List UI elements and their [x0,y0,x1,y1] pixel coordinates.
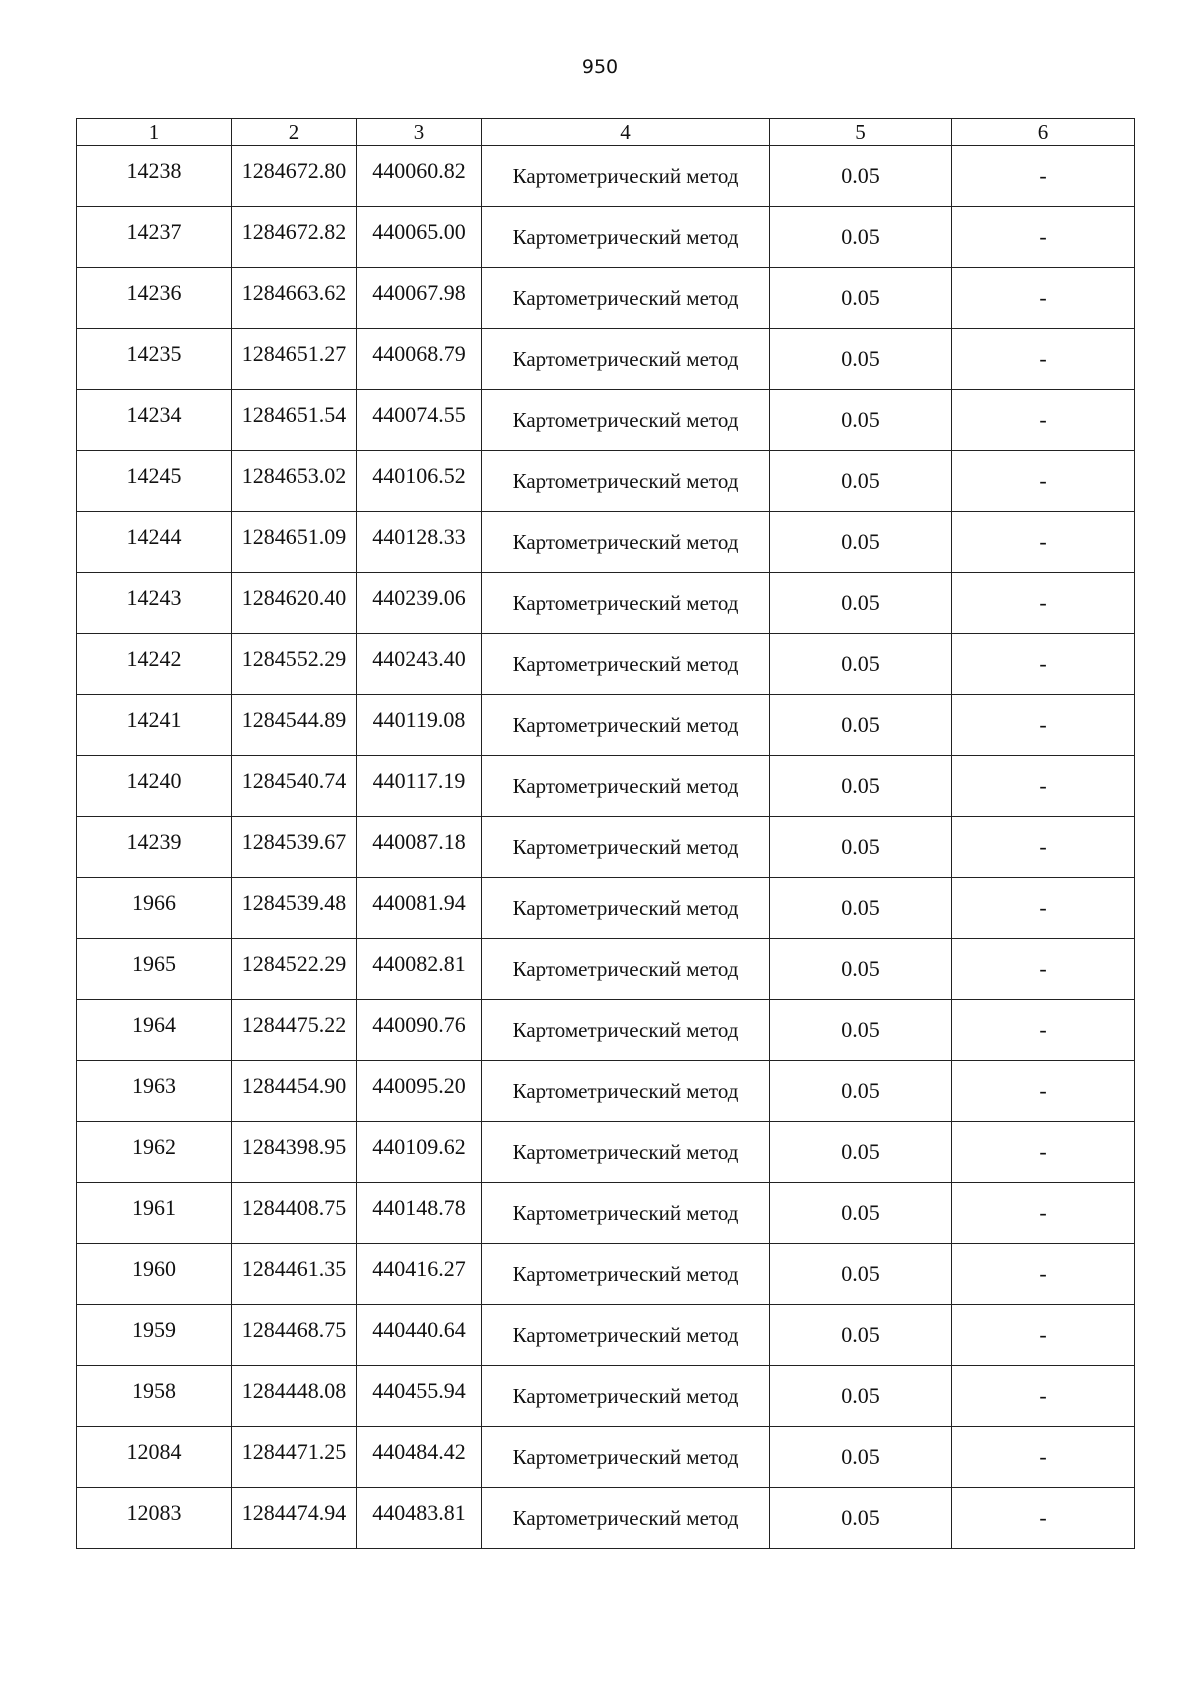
method-cell: Картометрический метод [482,1061,770,1122]
accuracy-cell: 0.05 [770,390,952,451]
note-cell: - [952,573,1135,634]
table-row [77,207,1135,268]
note-cell: - [952,1366,1135,1427]
accuracy-cell: 0.05 [770,1122,952,1183]
accuracy-cell: 0.05 [770,207,952,268]
note-cell: - [952,390,1135,451]
note-cell: - [952,268,1135,329]
table-row [77,1122,1135,1183]
table-row [77,1488,1135,1549]
method-cell: Картометрический метод [482,573,770,634]
point-number-cell: 12084 [77,1427,232,1488]
point-number-cell: 1962 [77,1122,232,1183]
note-cell: - [952,1244,1135,1305]
note-cell: - [952,207,1135,268]
method-cell: Картометрический метод [482,695,770,756]
method-cell: Картометрический метод [482,390,770,451]
point-number-cell: 14242 [77,634,232,695]
x-coordinate-cell: 1284651.27 [232,329,357,390]
point-number-cell: 14240 [77,756,232,817]
table-row [77,329,1135,390]
point-number-cell: 14238 [77,146,232,207]
column-header-1: 1 [77,119,232,146]
accuracy-cell: 0.05 [770,695,952,756]
x-coordinate-cell: 1284539.48 [232,878,357,939]
header-row [77,119,1135,146]
point-number-cell: 14235 [77,329,232,390]
x-coordinate-cell: 1284544.89 [232,695,357,756]
x-coordinate-cell: 1284471.25 [232,1427,357,1488]
y-coordinate-cell: 440484.42 [357,1427,482,1488]
y-coordinate-cell: 440455.94 [357,1366,482,1427]
method-cell: Картометрический метод [482,817,770,878]
x-coordinate-cell: 1284672.80 [232,146,357,207]
y-coordinate-cell: 440239.06 [357,573,482,634]
y-coordinate-cell: 440148.78 [357,1183,482,1244]
note-cell: - [952,1427,1135,1488]
y-coordinate-cell: 440060.82 [357,146,482,207]
table-row [77,1183,1135,1244]
x-coordinate-cell: 1284651.54 [232,390,357,451]
point-number-cell: 14245 [77,451,232,512]
note-cell: - [952,512,1135,573]
point-number-cell: 1959 [77,1305,232,1366]
coordinates-table [76,118,1135,1549]
note-cell: - [952,451,1135,512]
note-cell: - [952,1061,1135,1122]
method-cell: Картометрический метод [482,512,770,573]
point-number-cell: 14243 [77,573,232,634]
column-header-4: 4 [482,119,770,146]
method-cell: Картометрический метод [482,329,770,390]
y-coordinate-cell: 440119.08 [357,695,482,756]
accuracy-cell: 0.05 [770,939,952,1000]
column-header-3: 3 [357,119,482,146]
column-header-6: 6 [952,119,1135,146]
table-row [77,1366,1135,1427]
x-coordinate-cell: 1284475.22 [232,1000,357,1061]
accuracy-cell: 0.05 [770,1244,952,1305]
table-row [77,1000,1135,1061]
y-coordinate-cell: 440090.76 [357,1000,482,1061]
y-coordinate-cell: 440074.55 [357,390,482,451]
y-coordinate-cell: 440067.98 [357,268,482,329]
y-coordinate-cell: 440068.79 [357,329,482,390]
note-cell: - [952,1000,1135,1061]
y-coordinate-cell: 440065.00 [357,207,482,268]
point-number-cell: 14244 [77,512,232,573]
method-cell: Картометрический метод [482,1000,770,1061]
method-cell: Картометрический метод [482,268,770,329]
accuracy-cell: 0.05 [770,878,952,939]
x-coordinate-cell: 1284448.08 [232,1366,357,1427]
method-cell: Картометрический метод [482,756,770,817]
method-cell: Картометрический метод [482,634,770,695]
y-coordinate-cell: 440483.81 [357,1488,482,1549]
accuracy-cell: 0.05 [770,1305,952,1366]
accuracy-cell: 0.05 [770,268,952,329]
note-cell: - [952,939,1135,1000]
point-number-cell: 1958 [77,1366,232,1427]
y-coordinate-cell: 440117.19 [357,756,482,817]
table-row [77,573,1135,634]
accuracy-cell: 0.05 [770,756,952,817]
table-header [77,119,1135,146]
method-cell: Картометрический метод [482,1366,770,1427]
method-cell: Картометрический метод [482,939,770,1000]
y-coordinate-cell: 440082.81 [357,939,482,1000]
x-coordinate-cell: 1284474.94 [232,1488,357,1549]
point-number-cell: 1966 [77,878,232,939]
x-coordinate-cell: 1284408.75 [232,1183,357,1244]
x-coordinate-cell: 1284540.74 [232,756,357,817]
accuracy-cell: 0.05 [770,329,952,390]
table-row [77,146,1135,207]
table-row [77,451,1135,512]
method-cell: Картометрический метод [482,1122,770,1183]
accuracy-cell: 0.05 [770,817,952,878]
accuracy-cell: 0.05 [770,1366,952,1427]
x-coordinate-cell: 1284522.29 [232,939,357,1000]
table-row [77,1244,1135,1305]
method-cell: Картометрический метод [482,1305,770,1366]
method-cell: Картометрический метод [482,1183,770,1244]
column-header-2: 2 [232,119,357,146]
point-number-cell: 1963 [77,1061,232,1122]
method-cell: Картометрический метод [482,1427,770,1488]
column-header-5: 5 [770,119,952,146]
point-number-cell: 14239 [77,817,232,878]
x-coordinate-cell: 1284672.82 [232,207,357,268]
note-cell: - [952,695,1135,756]
note-cell: - [952,1488,1135,1549]
accuracy-cell: 0.05 [770,573,952,634]
table-row [77,878,1135,939]
table-row [77,1427,1135,1488]
accuracy-cell: 0.05 [770,1061,952,1122]
method-cell: Картометрический метод [482,1244,770,1305]
method-cell: Картометрический метод [482,451,770,512]
x-coordinate-cell: 1284620.40 [232,573,357,634]
y-coordinate-cell: 440106.52 [357,451,482,512]
accuracy-cell: 0.05 [770,634,952,695]
note-cell: - [952,146,1135,207]
note-cell: - [952,329,1135,390]
table-row [77,1061,1135,1122]
point-number-cell: 12083 [77,1488,232,1549]
x-coordinate-cell: 1284552.29 [232,634,357,695]
note-cell: - [952,878,1135,939]
point-number-cell: 1961 [77,1183,232,1244]
table-row [77,512,1135,573]
point-number-cell: 14237 [77,207,232,268]
point-number-cell: 14234 [77,390,232,451]
note-cell: - [952,756,1135,817]
y-coordinate-cell: 440440.64 [357,1305,482,1366]
y-coordinate-cell: 440109.62 [357,1122,482,1183]
accuracy-cell: 0.05 [770,512,952,573]
table-row [77,390,1135,451]
point-number-cell: 14241 [77,695,232,756]
x-coordinate-cell: 1284461.35 [232,1244,357,1305]
y-coordinate-cell: 440128.33 [357,512,482,573]
point-number-cell: 1965 [77,939,232,1000]
x-coordinate-cell: 1284468.75 [232,1305,357,1366]
method-cell: Картометрический метод [482,1488,770,1549]
accuracy-cell: 0.05 [770,1000,952,1061]
accuracy-cell: 0.05 [770,1183,952,1244]
table-body [77,146,1135,1549]
y-coordinate-cell: 440416.27 [357,1244,482,1305]
table-row [77,817,1135,878]
accuracy-cell: 0.05 [770,1427,952,1488]
page-number: 950 [581,56,619,78]
note-cell: - [952,817,1135,878]
x-coordinate-cell: 1284398.95 [232,1122,357,1183]
method-cell: Картометрический метод [482,146,770,207]
note-cell: - [952,634,1135,695]
table-row [77,1305,1135,1366]
y-coordinate-cell: 440081.94 [357,878,482,939]
point-number-cell: 14236 [77,268,232,329]
y-coordinate-cell: 440095.20 [357,1061,482,1122]
method-cell: Картометрический метод [482,878,770,939]
table-row [77,268,1135,329]
x-coordinate-cell: 1284454.90 [232,1061,357,1122]
point-number-cell: 1960 [77,1244,232,1305]
method-cell: Картометрический метод [482,207,770,268]
point-number-cell: 1964 [77,1000,232,1061]
table-row [77,939,1135,1000]
table-row [77,634,1135,695]
accuracy-cell: 0.05 [770,451,952,512]
accuracy-cell: 0.05 [770,146,952,207]
y-coordinate-cell: 440087.18 [357,817,482,878]
note-cell: - [952,1122,1135,1183]
note-cell: - [952,1305,1135,1366]
x-coordinate-cell: 1284539.67 [232,817,357,878]
accuracy-cell: 0.05 [770,1488,952,1549]
x-coordinate-cell: 1284663.62 [232,268,357,329]
table-row [77,695,1135,756]
table-row [77,756,1135,817]
y-coordinate-cell: 440243.40 [357,634,482,695]
note-cell: - [952,1183,1135,1244]
x-coordinate-cell: 1284653.02 [232,451,357,512]
x-coordinate-cell: 1284651.09 [232,512,357,573]
